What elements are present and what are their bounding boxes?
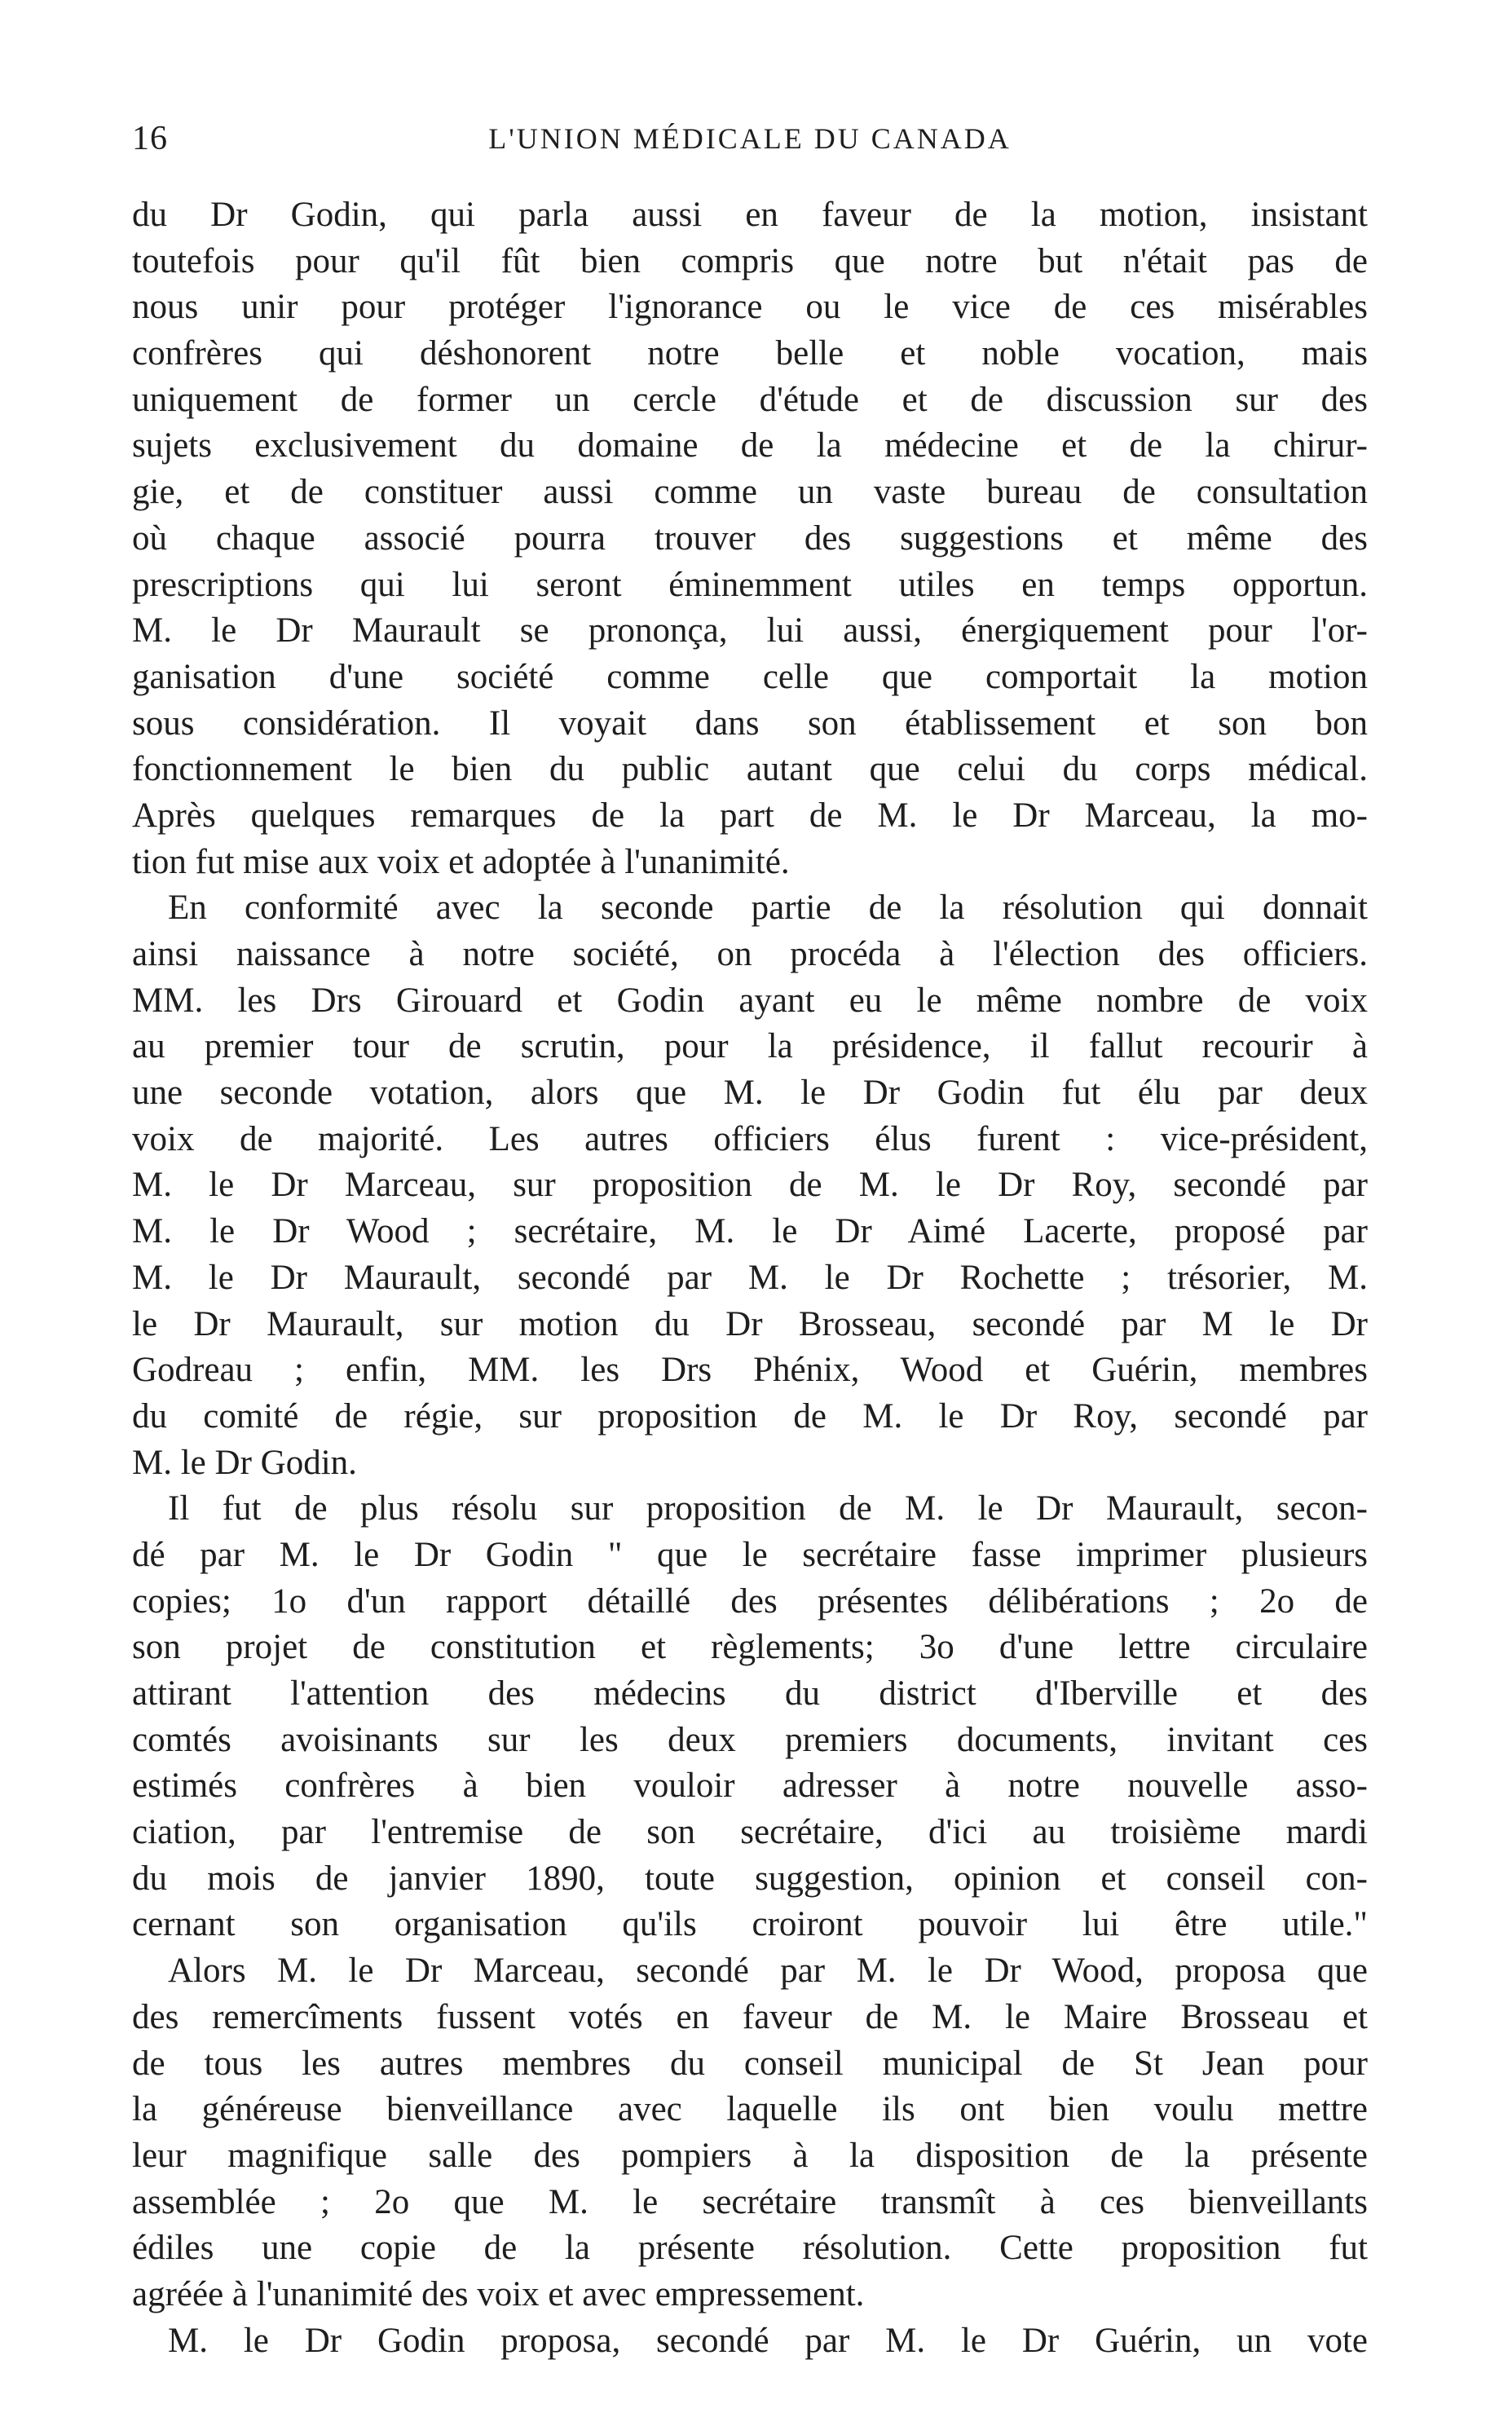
text-line: fonctionnement le bien du public autant que celui du corps médical. xyxy=(132,750,1368,789)
text-line: M. le Dr Godin. xyxy=(132,1443,357,1482)
text-line: cernant son organisation qu'ils croiront pouvoir lui être utile." xyxy=(132,1905,1368,1944)
text-line: MM. les Drs Girouard et Godin ayant eu le même nombre de voix xyxy=(132,981,1368,1020)
text-line: comtés avoisinants sur les deux premiers documents, invitant ces xyxy=(132,1720,1368,1759)
text-line: M. le Dr Marceau, sur proposition de M. le Dr Roy, secondé par xyxy=(132,1166,1368,1205)
text-line: En conformité avec la seconde partie de la résolution qui donnait xyxy=(168,889,1368,928)
text-line: sujets exclusivement du domaine de la médecine et de la chirur- xyxy=(132,426,1368,465)
text-line: dé par M. le Dr Godin " que le secrétaire fasse imprimer plusieurs xyxy=(132,1535,1368,1574)
text-line: agréée à l'unanimité des voix et avec empressement. xyxy=(132,2274,865,2313)
text-line: ciation, par l'entremise de son secrétaire, d'ici au troisième mardi xyxy=(132,1813,1368,1852)
text-line: des remercîments fussent votés en faveur de M. le Maire Brosseau et xyxy=(132,1997,1368,2036)
text-line: nous unir pour protéger l'ignorance ou le vice de ces misérables xyxy=(132,288,1368,327)
text-line: une seconde votation, alors que M. le Dr Godin fut élu par deux xyxy=(132,1074,1368,1113)
text-line: uniquement de former un cercle d'étude et de discussion sur des xyxy=(132,380,1368,419)
text-line: sous considération. Il voyait dans son établissement et son bon xyxy=(132,703,1368,743)
text-line: confrères qui déshonorent notre belle et noble vocation, mais xyxy=(132,334,1368,373)
running-title: L'UNION MÉDICALE DU CANADA xyxy=(488,122,1012,155)
text-line: ainsi naissance à notre société, on procéda à l'élection des officiers. xyxy=(132,935,1368,973)
text-line: M. le Dr Maurault se prononça, lui aussi, énergiquement pour l'or- xyxy=(132,611,1368,651)
text-line: M. le Dr Godin proposa, secondé par M. le Dr Guérin, un vote xyxy=(168,2321,1368,2360)
text-line: au premier tour de scrutin, pour la présidence, il fallut recourir à xyxy=(132,1027,1368,1066)
text-line: tion fut mise aux voix et adoptée à l'unanimité. xyxy=(132,842,790,881)
text-line: gie, et de constituer aussi comme un vaste bureau de consultation xyxy=(132,473,1368,512)
text-line: prescriptions qui lui seront éminemment utiles en temps opportun. xyxy=(132,565,1368,604)
text-line: assemblée ; 2o que M. le secrétaire transmît à ces bienveillants xyxy=(132,2182,1368,2221)
text-line: M. le Dr Maurault, secondé par M. le Dr Rochette ; trésorier, M. xyxy=(132,1258,1368,1297)
text-line: la généreuse bienveillance avec laquelle ils ont bien voulu mettre xyxy=(132,2090,1368,2129)
page-number: 16 xyxy=(132,120,168,157)
text-line: le Dr Maurault, sur motion du Dr Brosseau, secondé par M le Dr xyxy=(132,1304,1368,1343)
text-line: de tous les autres membres du conseil municipal de St Jean pour xyxy=(132,2044,1368,2083)
text-line: Alors M. le Dr Marceau, secondé par M. le Dr Wood, proposa que xyxy=(168,1952,1368,1991)
text-line: où chaque associé pourra trouver des suggestions et même des xyxy=(132,518,1368,558)
text-line: M. le Dr Wood ; secrétaire, M. le Dr Aimé Lacerte, proposé par xyxy=(132,1212,1368,1251)
text-line: du comité de régie, sur proposition de M. le Dr Roy, secondé par xyxy=(132,1396,1368,1436)
text-line: Godreau ; enfin, MM. les Drs Phénix, Wood et Guérin, membres xyxy=(132,1351,1368,1390)
text-line: du mois de janvier 1890, toute suggestion, opinion et conseil con- xyxy=(132,1859,1368,1898)
text-line: estimés confrères à bien vouloir adresser à notre nouvelle asso- xyxy=(132,1766,1368,1806)
body-text xyxy=(132,192,1368,2364)
text-line: édiles une copie de la présente résolution. Cette proposition fut xyxy=(132,2229,1368,2268)
page-header xyxy=(132,114,1368,163)
text-line: ganisation d'une société comme celle que comportait la motion xyxy=(132,657,1368,696)
text-line: leur magnifique salle des pompiers à la disposition de la présente xyxy=(132,2136,1368,2175)
text-line: Il fut de plus résolu sur proposition de M. le Dr Maurault, secon- xyxy=(168,1489,1368,1528)
text-line: toutefois pour qu'il fût bien compris que notre but n'était pas de xyxy=(132,241,1368,280)
text-line: attirant l'attention des médecins du district d'Iberville et des xyxy=(132,1674,1368,1713)
text-line: Après quelques remarques de la part de M. le Dr Marceau, la mo- xyxy=(132,796,1368,835)
text-line: copies; 1o d'un rapport détaillé des présentes délibérations ; 2o de xyxy=(132,1581,1368,1621)
text-line: du Dr Godin, qui parla aussi en faveur de la motion, insistant xyxy=(132,196,1368,234)
text-line: voix de majorité. Les autres officiers élus furent : vice-président, xyxy=(132,1119,1368,1158)
text-line: son projet de constitution et règlements; 3o d'une lettre circulaire xyxy=(132,1628,1368,1667)
